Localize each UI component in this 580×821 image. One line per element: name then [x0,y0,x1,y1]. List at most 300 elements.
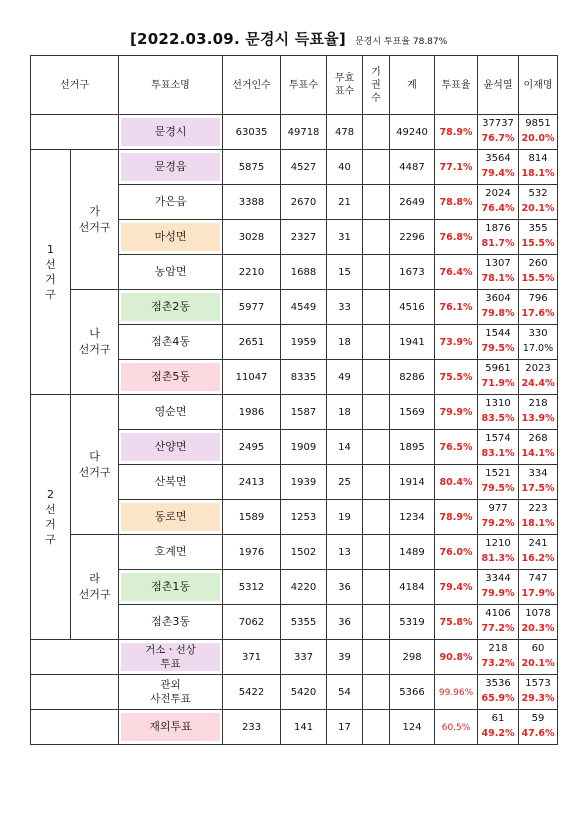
cand1-cell [478,360,519,395]
rate-cell [435,710,478,745]
total-cell: 2649 [390,185,435,220]
electors-cell: 3028 [223,220,281,255]
rate-cell [435,290,478,325]
rate-cell [435,640,478,675]
total-cell: 49240 [390,115,435,150]
subdistrict-da: 다 선거구 [71,395,119,535]
station-name: 산북면 [154,475,187,488]
table-row [31,710,558,745]
cand1-cell [478,325,519,360]
cand1-pct: 76.4% [481,203,515,214]
header-cand2: 이재명 [519,56,558,115]
station-name: 점촌2동 [121,293,220,321]
total-cell: 8286 [390,360,435,395]
header-rate: 투표율 [435,56,478,115]
station-name: 가은읍 [154,195,187,208]
cand1-votes: 61 [491,713,505,724]
cand2-votes: 334 [528,468,548,479]
invalid-cell: 17 [327,710,363,745]
district-cell-empty [31,640,119,675]
cand2-votes: 747 [528,573,548,584]
header-abstain: 기 권 수 [363,56,390,115]
header-electors: 선거인수 [223,56,281,115]
station-name: 점촌3동 [151,615,190,628]
cand2-pct: 15.5% [521,273,555,284]
votes-cell: 4527 [281,150,327,185]
electors-cell: 371 [223,640,281,675]
abstain-cell [363,255,390,290]
rate-value: 79.9% [439,406,473,418]
invalid-cell: 40 [327,150,363,185]
table-row [31,395,558,430]
electors-cell: 5875 [223,150,281,185]
cand1-cell [478,395,519,430]
station-cell [119,220,223,255]
electors-cell: 1589 [223,500,281,535]
electors-cell: 2413 [223,465,281,500]
cand1-votes: 1307 [485,258,511,269]
cand1-votes: 1521 [485,468,511,479]
station-cell [119,185,223,220]
cand1-cell [478,220,519,255]
cand2-cell [519,675,558,710]
station-cell [119,675,223,710]
cand2-pct: 17.0% [522,343,554,354]
header-total: 계 [390,56,435,115]
cand2-cell [519,325,558,360]
station-name: 점촌1동 [121,573,220,601]
electors-cell: 2651 [223,325,281,360]
cand1-pct: 78.1% [481,273,515,284]
total-cell: 1941 [390,325,435,360]
cand1-votes: 1876 [485,223,511,234]
votes-cell: 141 [281,710,327,745]
cand2-cell [519,710,558,745]
cand2-votes: 814 [528,153,548,164]
station-cell [119,605,223,640]
invalid-cell: 18 [327,325,363,360]
cand2-cell [519,185,558,220]
cand1-pct: 79.9% [481,588,515,599]
cand2-votes: 9851 [525,118,551,129]
electors-cell: 233 [223,710,281,745]
cand2-pct: 13.9% [521,413,555,424]
abstain-cell [363,395,390,430]
cand1-pct: 83.5% [481,413,515,424]
rate-cell [435,150,478,185]
cand1-votes: 1544 [485,328,511,339]
rate-value: 80.4% [439,476,473,488]
total-cell: 4487 [390,150,435,185]
total-cell: 298 [390,640,435,675]
votes-cell: 5355 [281,605,327,640]
votes-cell: 1587 [281,395,327,430]
cand2-cell [519,640,558,675]
station-cell [119,150,223,185]
cand1-votes: 5961 [485,363,511,374]
subdistrict-ga: 가 선거구 [71,150,119,290]
station-cell [119,535,223,570]
total-cell: 1569 [390,395,435,430]
invalid-cell: 21 [327,185,363,220]
cand2-pct: 17.6% [521,308,555,319]
cand1-pct: 49.2% [481,728,515,739]
votes-cell: 4220 [281,570,327,605]
cand2-votes: 268 [528,433,548,444]
cand1-votes: 37737 [482,118,514,129]
cand2-cell [519,500,558,535]
electors-cell: 1986 [223,395,281,430]
cand2-votes: 796 [528,293,548,304]
table-row [31,675,558,710]
cand2-cell [519,150,558,185]
station-name: 동로면 [121,503,220,531]
total-cell: 2296 [390,220,435,255]
abstain-cell [363,570,390,605]
cand2-pct: 16.2% [521,553,555,564]
cand1-cell [478,430,519,465]
rate-value: 78.9% [439,126,473,138]
rate-value: 75.5% [439,371,473,383]
invalid-cell: 39 [327,640,363,675]
cand2-votes: 532 [528,188,548,199]
cand2-cell [519,115,558,150]
cand2-cell [519,535,558,570]
cand1-votes: 1310 [485,398,511,409]
rate-value: 76.8% [439,231,473,243]
abstain-cell [363,185,390,220]
cand1-pct: 79.4% [481,168,515,179]
rate-value: 60.5% [441,722,471,733]
invalid-cell: 33 [327,290,363,325]
abstain-cell [363,220,390,255]
cand2-pct: 17.5% [521,483,555,494]
rate-cell [435,360,478,395]
station-name: 문경읍 [121,153,220,181]
votes-cell: 1253 [281,500,327,535]
cand2-cell [519,290,558,325]
rate-value: 76.5% [439,441,473,453]
votes-cell: 1939 [281,465,327,500]
cand1-pct: 79.8% [481,308,515,319]
cand1-votes: 3604 [485,293,511,304]
cand2-pct: 20.1% [521,203,555,214]
cand1-pct: 76.7% [481,133,515,144]
subdistrict-na: 나 선거구 [71,290,119,395]
rate-cell [435,605,478,640]
cand2-votes: 241 [528,538,548,549]
cand2-cell [519,430,558,465]
abstain-cell [363,500,390,535]
invalid-cell: 54 [327,675,363,710]
electors-cell: 63035 [223,115,281,150]
district-cell-empty [31,675,119,710]
station-name: 관외 사전투표 [150,679,191,705]
cand2-pct: 20.3% [521,623,555,634]
abstain-cell [363,605,390,640]
votes-cell: 1959 [281,325,327,360]
cand2-pct: 18.1% [521,518,555,529]
cand2-cell [519,255,558,290]
station-name: 영순면 [154,405,187,418]
station-cell [119,500,223,535]
header-district: 선거구 [31,56,119,115]
cand2-cell [519,360,558,395]
total-cell: 1489 [390,535,435,570]
cand1-cell [478,150,519,185]
invalid-cell: 14 [327,430,363,465]
cand1-pct: 79.2% [481,518,515,529]
table-row [31,115,558,150]
cand1-pct: 71.9% [481,378,515,389]
title-row [130,28,447,50]
rate-cell [435,675,478,710]
rate-value: 73.9% [439,336,473,348]
header-station: 투표소명 [119,56,223,115]
abstain-cell [363,290,390,325]
cand1-votes: 1210 [485,538,511,549]
rate-value: 99.96% [438,687,474,698]
cand2-pct: 20.0% [521,133,555,144]
cand2-votes: 218 [528,398,548,409]
votes-cell: 2670 [281,185,327,220]
total-cell: 4516 [390,290,435,325]
cand1-cell [478,185,519,220]
station-name: 점촌5동 [121,363,220,391]
cand1-cell [478,675,519,710]
rate-cell [435,325,478,360]
station-cell [119,710,223,745]
cand1-pct: 79.5% [481,343,515,354]
rate-value: 90.8% [439,651,473,663]
cand1-cell [478,255,519,290]
cand1-cell [478,500,519,535]
cand2-cell [519,605,558,640]
rate-cell [435,535,478,570]
electors-cell: 7062 [223,605,281,640]
cand2-votes: 355 [528,223,548,234]
invalid-cell: 18 [327,395,363,430]
total-cell: 5366 [390,675,435,710]
station-cell [119,570,223,605]
cand1-cell [478,465,519,500]
cand2-pct: 47.6% [521,728,555,739]
header-cand1: 윤석열 [478,56,519,115]
cand2-votes: 223 [528,503,548,514]
cand2-pct: 24.4% [521,378,555,389]
district-cell-empty [31,115,119,150]
table-row [31,290,558,325]
cand1-pct: 83.1% [481,448,515,459]
rate-cell [435,570,478,605]
rate-cell [435,465,478,500]
cand1-cell [478,605,519,640]
cand1-votes: 3564 [485,153,511,164]
cand1-cell [478,115,519,150]
total-cell: 1673 [390,255,435,290]
abstain-cell [363,535,390,570]
total-cell: 1914 [390,465,435,500]
subdistrict-ra: 라 선거구 [71,535,119,640]
cand1-votes: 4106 [485,608,511,619]
cand1-cell [478,535,519,570]
rate-value: 79.4% [439,581,473,593]
page-title: [2022.03.09. 문경시 득표율] [130,30,346,48]
cand1-cell [478,710,519,745]
cand1-votes: 3344 [485,573,511,584]
invalid-cell: 478 [327,115,363,150]
turnout-subtitle: 문경시 투표율 78.87% [354,37,448,47]
cand2-pct: 29.3% [521,693,555,704]
cand2-pct: 18.1% [521,168,555,179]
cand1-votes: 218 [488,643,508,654]
cand2-pct: 15.5% [521,238,555,249]
votes-cell: 1688 [281,255,327,290]
cand1-pct: 73.2% [481,658,515,669]
rate-value: 75.8% [439,616,473,628]
rate-cell [435,500,478,535]
table-row [31,640,558,675]
abstain-cell [363,360,390,395]
votes-cell: 49718 [281,115,327,150]
cand1-votes: 977 [488,503,508,514]
district-cell-empty [31,710,119,745]
invalid-cell: 13 [327,535,363,570]
district-1: 1 선 거 구 [31,150,71,395]
abstain-cell [363,115,390,150]
station-cell [119,115,223,150]
invalid-cell: 25 [327,465,363,500]
total-cell: 124 [390,710,435,745]
invalid-cell: 36 [327,570,363,605]
votes-cell: 8335 [281,360,327,395]
abstain-cell [363,150,390,185]
rate-value: 78.9% [439,511,473,523]
station-cell [119,640,223,675]
cand2-votes: 260 [528,258,548,269]
rate-cell [435,115,478,150]
station-name: 점촌4동 [151,335,190,348]
electors-cell: 5312 [223,570,281,605]
station-name: 재외투표 [121,713,220,741]
invalid-cell: 49 [327,360,363,395]
cand2-votes: 60 [531,643,545,654]
rate-value: 76.1% [439,301,473,313]
station-name: 문경시 [121,118,220,146]
invalid-cell: 15 [327,255,363,290]
total-cell: 1234 [390,500,435,535]
rate-value: 76.0% [439,546,473,558]
rate-value: 78.8% [439,196,473,208]
votes-cell: 1909 [281,430,327,465]
cand1-votes: 3536 [485,678,511,689]
cand1-pct: 65.9% [481,693,515,704]
rate-cell [435,185,478,220]
abstain-cell [363,465,390,500]
cand2-cell [519,220,558,255]
station-name: 호계면 [154,545,187,558]
cand1-pct: 81.7% [481,238,515,249]
station-cell [119,395,223,430]
electors-cell: 11047 [223,360,281,395]
cand2-pct: 14.1% [521,448,555,459]
cand2-votes: 2023 [525,363,551,374]
cand1-pct: 77.2% [481,623,515,634]
vote-table [30,55,558,745]
header-row [31,56,558,115]
cand1-cell [478,640,519,675]
cand1-pct: 79.5% [481,483,515,494]
cand1-votes: 1574 [485,433,511,444]
votes-cell: 337 [281,640,327,675]
rate-cell [435,430,478,465]
cand2-pct: 20.1% [521,658,555,669]
electors-cell: 5977 [223,290,281,325]
cand2-votes: 1078 [525,608,551,619]
table-row [31,535,558,570]
rate-cell [435,220,478,255]
rate-value: 76.4% [439,266,473,278]
electors-cell: 5422 [223,675,281,710]
station-name: 마성면 [121,223,220,251]
invalid-cell: 19 [327,500,363,535]
votes-cell: 2327 [281,220,327,255]
abstain-cell [363,710,390,745]
cand2-cell [519,395,558,430]
station-cell [119,360,223,395]
electors-cell: 2495 [223,430,281,465]
station-cell [119,430,223,465]
cand2-pct: 17.9% [521,588,555,599]
station-cell [119,325,223,360]
rate-cell [435,395,478,430]
electors-cell: 1976 [223,535,281,570]
header-votes: 투표수 [281,56,327,115]
header-invalid: 무효 표수 [327,56,363,115]
station-cell [119,255,223,290]
electors-cell: 2210 [223,255,281,290]
total-cell: 4184 [390,570,435,605]
abstain-cell [363,640,390,675]
station-name: 거소ㆍ선상 투표 [121,643,220,671]
total-cell: 1895 [390,430,435,465]
station-cell [119,290,223,325]
electors-cell: 3388 [223,185,281,220]
table-row [31,150,558,185]
cand1-cell [478,290,519,325]
votes-cell: 4549 [281,290,327,325]
votes-cell: 5420 [281,675,327,710]
cand2-votes: 1573 [525,678,551,689]
cand2-votes: 59 [531,713,545,724]
abstain-cell [363,430,390,465]
total-cell: 5319 [390,605,435,640]
station-cell [119,465,223,500]
station-name: 농암면 [154,265,187,278]
votes-cell: 1502 [281,535,327,570]
cand1-votes: 2024 [485,188,511,199]
rate-cell [435,255,478,290]
station-name: 산양면 [121,433,220,461]
cand1-pct: 81.3% [481,553,515,564]
cand1-cell [478,570,519,605]
abstain-cell [363,325,390,360]
rate-value: 77.1% [439,161,473,173]
abstain-cell [363,675,390,710]
cand2-votes: 330 [528,328,548,339]
district-2: 2 선 거 구 [31,395,71,640]
invalid-cell: 31 [327,220,363,255]
